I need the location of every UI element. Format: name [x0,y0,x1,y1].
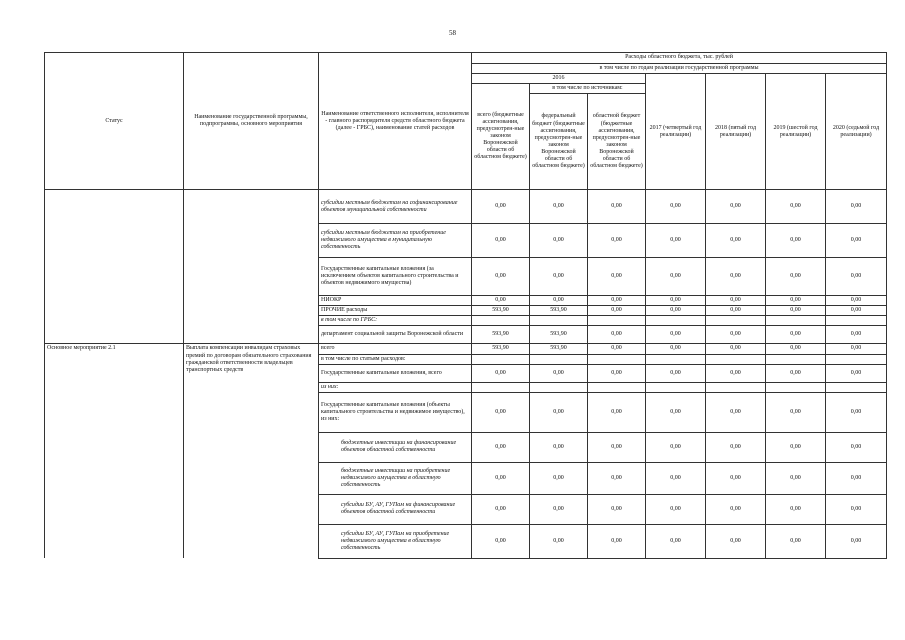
value-cell: 593,90 [530,306,588,316]
value-cell: 0,00 [766,364,826,382]
value-cell: 0,00 [530,224,588,258]
name-cell-empty [184,190,319,344]
empty-cell [766,354,826,364]
value-cell: 0,00 [706,296,766,306]
value-cell: 0,00 [588,392,646,432]
header-2019: 2019 (шестой год реализации) [766,74,826,190]
header-2020: 2020 (седьмой год реализации) [826,74,887,190]
value-cell: 0,00 [646,296,706,306]
value-cell: 0,00 [472,224,530,258]
header-total: всего (бюджетные ассигнования, предусмотрен-ные законом Воронежской области об областном бюджете) [472,84,530,190]
status-cell-empty [45,190,184,344]
header-program-name: Наименование государственной программы, подпрограммы, основного мероприятия [184,53,319,190]
value-cell: 0,00 [766,462,826,494]
value-cell: 0,00 [826,306,887,316]
value-cell: 593,90 [530,326,588,344]
header-by-years: в том числе по годам реализации государственной программы [472,64,887,74]
value-cell: 0,00 [706,392,766,432]
value-cell: 0,00 [530,296,588,306]
row-label: департамент социальной защиты Воронежской области [319,326,472,344]
value-cell: 0,00 [706,258,766,296]
row-label: субсидии БУ, АУ, ГУПам на приобретение недвижимого имущества в областную собственность [319,524,472,558]
value-cell: 0,00 [826,432,887,462]
value-cell: 0,00 [646,190,706,224]
row-label: субсидии местным бюджетам на софинансирование объектов муниципальной собственности [319,190,472,224]
row-label: всего [319,344,472,354]
budget-table [44,52,887,559]
empty-cell [646,354,706,364]
header-2017: 2017 (четвертый год реализации) [646,74,706,190]
row-label: бюджетные инвестиции на приобретение недвижимого имущества в областную собственность [319,462,472,494]
value-cell: 0,00 [826,326,887,344]
value-cell: 0,00 [588,190,646,224]
value-cell: 0,00 [646,494,706,524]
value-cell: 0,00 [826,296,887,306]
value-cell: 0,00 [588,258,646,296]
row-label: ПРОЧИЕ расходы [319,306,472,316]
empty-cell [530,316,588,326]
value-cell: 0,00 [530,494,588,524]
value-cell: 0,00 [646,344,706,354]
value-cell: 0,00 [646,524,706,558]
empty-cell [706,316,766,326]
value-cell: 0,00 [706,344,766,354]
header-2018: 2018 (пятый год реализации) [706,74,766,190]
value-cell: 0,00 [706,432,766,462]
value-cell: 0,00 [530,190,588,224]
row-label: в том числе по ГРБС: [319,316,472,326]
value-cell: 0,00 [706,524,766,558]
value-cell: 0,00 [472,258,530,296]
value-cell: 0,00 [472,494,530,524]
value-cell: 0,00 [766,494,826,524]
row-label: в том числе по статьям расходов: [319,354,472,364]
value-cell: 0,00 [588,224,646,258]
value-cell: 0,00 [706,326,766,344]
value-cell: 0,00 [766,326,826,344]
row-label: Государственные капитальные вложения, всего [319,364,472,382]
value-cell: 0,00 [826,494,887,524]
value-cell: 0,00 [766,344,826,354]
row-label: бюджетные инвестиции на финансирование объектов областной собственности [319,432,472,462]
main-event-name: Выплата компенсации инвалидам страховых премий по договорам обязательного страхования гражданской ответственности владельцев транспортных средств [184,344,319,558]
value-cell: 0,00 [588,364,646,382]
header-expenses-title: Расходы областного бюджета, тыс. рублей [472,53,887,64]
empty-cell [588,316,646,326]
value-cell: 0,00 [530,392,588,432]
value-cell: 0,00 [588,306,646,316]
value-cell: 0,00 [826,392,887,432]
empty-cell [530,382,588,392]
empty-cell [588,354,646,364]
header-executor: Наименование ответственного исполнителя, исполнителя - главного распорядителя средств областного бюджета (далее - ГРБС), наименование статей расходов [319,53,472,190]
row-label: из них: [319,382,472,392]
status-main-event: Основное мероприятие 2.1 [45,344,184,558]
value-cell: 0,00 [826,190,887,224]
row-label: Государственные капитальные вложения (за исключением объектов капитального строительства и объектов недвижимого имущества) [319,258,472,296]
header-by-sources: в том числе по источникам: [530,84,646,94]
value-cell: 0,00 [588,344,646,354]
value-cell: 0,00 [530,364,588,382]
value-cell: 0,00 [766,224,826,258]
value-cell: 0,00 [646,258,706,296]
value-cell: 0,00 [766,190,826,224]
empty-cell [530,354,588,364]
table-row [45,344,887,354]
empty-cell [472,382,530,392]
value-cell: 0,00 [472,364,530,382]
value-cell: 593,90 [530,344,588,354]
row-label: НИОКР [319,296,472,306]
empty-cell [826,316,887,326]
empty-cell [646,382,706,392]
value-cell: 0,00 [826,258,887,296]
empty-cell [826,382,887,392]
value-cell: 0,00 [588,524,646,558]
empty-cell [826,354,887,364]
value-cell: 0,00 [826,344,887,354]
value-cell: 0,00 [766,392,826,432]
value-cell: 0,00 [588,296,646,306]
empty-cell [766,382,826,392]
value-cell: 0,00 [588,462,646,494]
value-cell: 0,00 [588,494,646,524]
value-cell: 0,00 [826,364,887,382]
value-cell: 593,90 [472,306,530,316]
empty-cell [646,316,706,326]
value-cell: 0,00 [706,224,766,258]
value-cell: 0,00 [766,524,826,558]
table-row [45,190,887,224]
value-cell: 593,90 [472,344,530,354]
value-cell: 0,00 [706,462,766,494]
value-cell: 0,00 [646,392,706,432]
value-cell: 593,90 [472,326,530,344]
empty-cell [588,382,646,392]
value-cell: 0,00 [706,190,766,224]
value-cell: 0,00 [766,306,826,316]
value-cell: 0,00 [706,306,766,316]
value-cell: 0,00 [826,462,887,494]
value-cell: 0,00 [646,224,706,258]
value-cell: 0,00 [530,462,588,494]
empty-cell [472,316,530,326]
header-status: Статус [45,53,184,190]
value-cell: 0,00 [706,364,766,382]
header-year-2016: 2016 [472,74,646,84]
row-label: Государственные капитальные вложения (объекты капитального строительства и недвижимое имущество), из них: [319,392,472,432]
row-label: субсидии БУ, АУ, ГУПам на финансирование объектов областной собственности [319,494,472,524]
row-label: субсидии местным бюджетам на приобретение недвижимого имущества в муниципальную собственность [319,224,472,258]
page-number: 58 [449,29,456,37]
value-cell: 0,00 [646,432,706,462]
value-cell: 0,00 [588,326,646,344]
value-cell: 0,00 [530,432,588,462]
empty-cell [706,382,766,392]
empty-cell [766,316,826,326]
value-cell: 0,00 [472,392,530,432]
value-cell: 0,00 [472,190,530,224]
value-cell: 0,00 [646,364,706,382]
value-cell: 0,00 [472,296,530,306]
value-cell: 0,00 [472,462,530,494]
empty-cell [472,354,530,364]
header-regional: областной бюджет (бюджетные ассигнования, предусмотрен-ные законом Воронежской области об областном бюджете) [588,94,646,190]
value-cell: 0,00 [472,524,530,558]
value-cell: 0,00 [766,432,826,462]
value-cell: 0,00 [826,224,887,258]
value-cell: 0,00 [472,432,530,462]
empty-cell [706,354,766,364]
header-federal: федеральный бюджет (бюджетные ассигнования, предусмотрен-ные законом Воронежской области об областном бюджете) [530,94,588,190]
value-cell: 0,00 [766,296,826,306]
value-cell: 0,00 [646,306,706,316]
value-cell: 0,00 [766,258,826,296]
value-cell: 0,00 [826,524,887,558]
value-cell: 0,00 [646,326,706,344]
value-cell: 0,00 [530,258,588,296]
header-row [45,53,887,64]
value-cell: 0,00 [588,432,646,462]
value-cell: 0,00 [706,494,766,524]
value-cell: 0,00 [530,524,588,558]
value-cell: 0,00 [646,462,706,494]
